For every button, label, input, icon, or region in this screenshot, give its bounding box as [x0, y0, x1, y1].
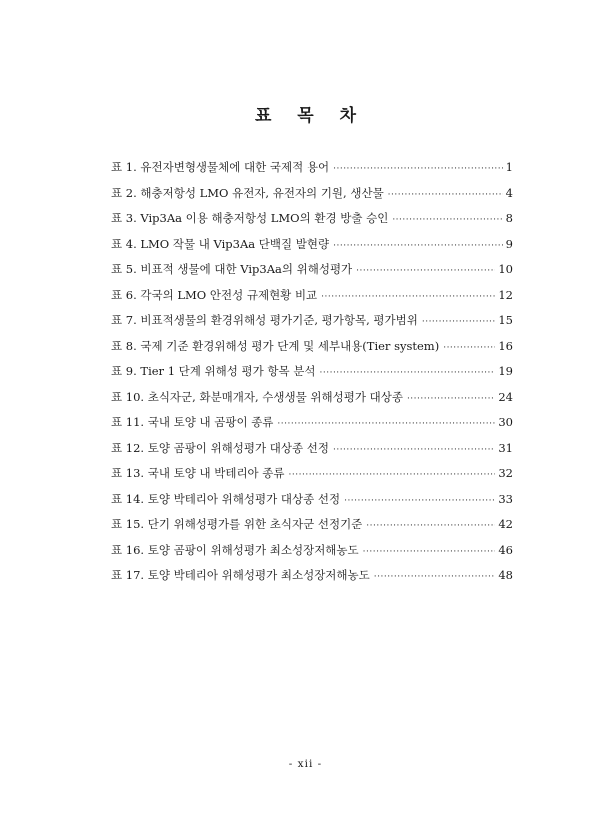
dot-leader: [374, 569, 496, 585]
dot-leader: [320, 365, 496, 381]
toc-entry-page-number: 16: [498, 338, 513, 353]
toc-entry-label: 표 2. 해충저항성 LMO 유전자, 유전자의 기원, 생산물: [111, 185, 384, 200]
toc-entry[interactable]: [111, 389, 513, 415]
toc-entry-label: 표 4. LMO 작물 내 Vip3Aa 단백질 발현량: [111, 236, 330, 251]
dot-leader: [333, 442, 495, 458]
dot-leader: [443, 340, 495, 356]
dot-leader: [321, 289, 495, 305]
toc-entry[interactable]: [111, 312, 513, 338]
toc-entry-page-number: 8: [505, 211, 513, 225]
dot-leader: [422, 314, 496, 330]
dot-leader: [344, 493, 495, 509]
toc-entry[interactable]: [111, 363, 513, 389]
dot-leader: [363, 544, 496, 560]
toc-entry-page-number: 42: [498, 517, 513, 531]
toc-entry-label: 표 13. 국내 토양 내 박테리아 종류: [111, 466, 285, 480]
toc-entry-label: 표 17. 토양 박테리아 위해성평가 최소성장저해농도: [111, 568, 370, 582]
toc-entry[interactable]: [111, 414, 513, 440]
toc-entry-label: 표 5. 비표적 생물에 대한 Vip3Aa의 위해성평가: [111, 262, 353, 276]
toc-entry-page-number: 4: [505, 185, 513, 200]
toc-entry-label: 표 16. 토양 곰팡이 위해성평가 최소성장저해농도: [111, 542, 359, 557]
dot-leader: [407, 391, 495, 407]
toc-entry-label: 표 9. Tier 1 단계 위해성 평가 항목 분석: [111, 364, 316, 378]
dot-leader: [388, 187, 503, 203]
toc-entry-label: 표 8. 국제 기준 환경위해성 평가 단계 및 세부내용(Tier system): [111, 338, 440, 353]
dot-leader: [333, 161, 503, 177]
dot-leader: [356, 263, 495, 279]
dot-leader: [392, 212, 502, 228]
toc-entry-page-number: 46: [498, 542, 513, 557]
dot-leader: [366, 518, 495, 534]
toc-entry-page-number: 48: [498, 568, 513, 582]
toc-entry[interactable]: [111, 261, 513, 287]
toc-entry[interactable]: [111, 210, 513, 236]
page-title: 표 목 차: [254, 106, 367, 126]
toc-entry-page-number: 31: [498, 440, 513, 455]
toc-entry-label: 표 15. 단기 위해성평가를 위한 초식자군 선정기준: [111, 517, 363, 531]
toc-entry-page-number: 33: [498, 491, 513, 506]
toc-entry-label: 표 6. 각국의 LMO 안전성 규제현황 비교: [111, 287, 318, 302]
toc-entry-label: 표 7. 비표적생물의 환경위해성 평가기준, 평가항목, 평가범위: [111, 313, 418, 327]
toc-entry[interactable]: [111, 338, 513, 364]
toc-entry-page-number: 12: [498, 287, 513, 302]
toc-entry-page-number: 24: [498, 389, 513, 404]
toc-entry[interactable]: [111, 491, 513, 517]
dot-leader: [277, 416, 495, 432]
toc-entry[interactable]: [111, 465, 513, 491]
table-of-contents: [111, 159, 513, 593]
toc-entry-page-number: 19: [498, 364, 513, 378]
toc-entry-label: 표 11. 국내 토양 내 곰팡이 종류: [111, 415, 274, 429]
toc-entry-label: 표 10. 초식자군, 화분매개자, 수생생물 위해성평가 대상종: [111, 389, 403, 404]
toc-entry-label: 표 12. 토양 곰팡이 위해성평가 대상종 선정: [111, 440, 329, 455]
toc-entry-label: 표 1. 유전자변형생물체에 대한 국제적 용어: [111, 160, 330, 174]
dot-leader: [289, 467, 496, 483]
toc-entry-page-number: 1: [505, 160, 513, 174]
dot-leader: [333, 238, 503, 254]
toc-entry[interactable]: [111, 516, 513, 542]
toc-entry-page-number: 30: [498, 415, 513, 429]
toc-entry-page-number: 15: [498, 313, 513, 327]
toc-entry[interactable]: [111, 440, 513, 466]
toc-entry-page-number: 10: [498, 262, 513, 276]
toc-entry[interactable]: [111, 542, 513, 568]
toc-entry-label: 표 14. 토양 박테리아 위해성평가 대상종 선정: [111, 491, 341, 506]
toc-entry-page-number: 9: [505, 236, 513, 251]
toc-entry[interactable]: [111, 287, 513, 313]
page-number: - xii -: [288, 758, 323, 770]
toc-entry-label: 표 3. Vip3Aa 이용 해충저항성 LMO의 환경 방출 승인: [111, 211, 389, 225]
toc-entry[interactable]: [111, 567, 513, 593]
toc-entry[interactable]: [111, 159, 513, 185]
toc-entry-page-number: 32: [498, 466, 513, 480]
toc-entry[interactable]: [111, 185, 513, 211]
toc-entry[interactable]: [111, 236, 513, 262]
